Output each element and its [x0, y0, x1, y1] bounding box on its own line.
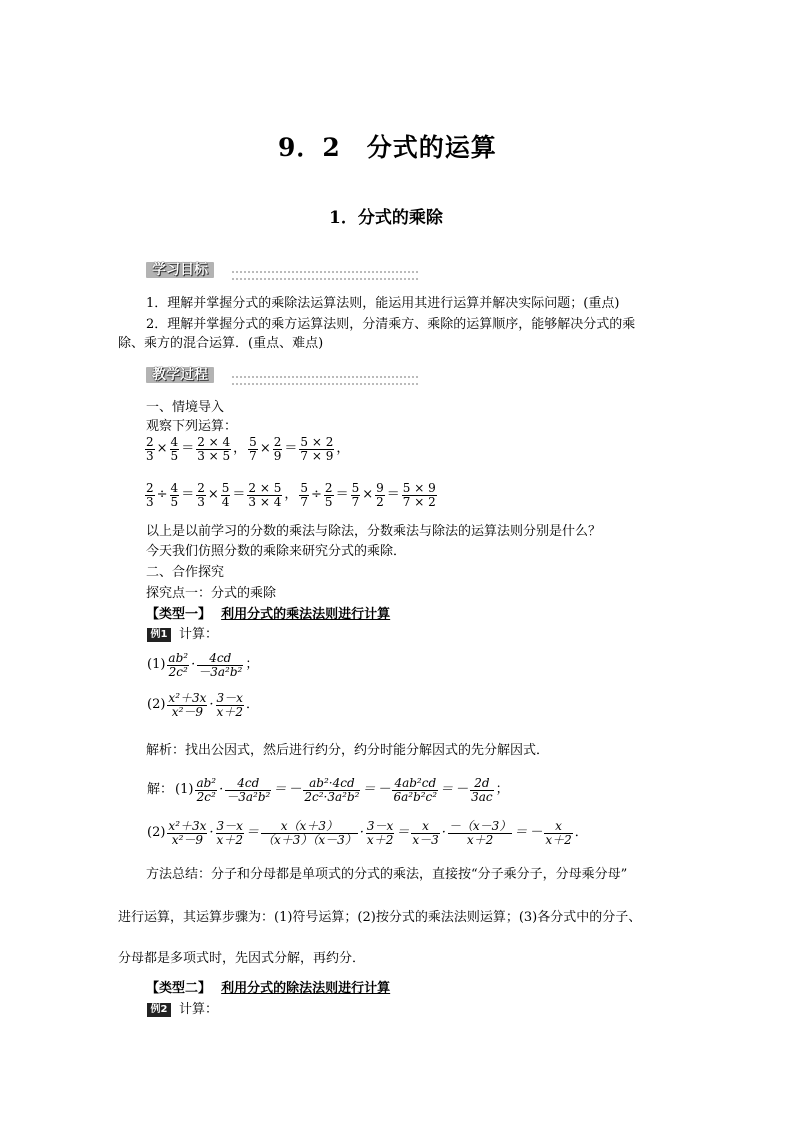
- fraction: $\frac{4}{5}$: [170, 480, 179, 509]
- fraction: $\frac{2 \times 5}{3 \times 4}$: [248, 480, 282, 509]
- fraction: $\frac{2}{9}$: [273, 434, 282, 463]
- explore-point: 探究点一：分式的乘除: [146, 586, 277, 601]
- fraction: $\frac{5}{7}$: [249, 434, 257, 463]
- fraction: $\frac{\text{x²＋3x}}{\text{x²－9}}$: [168, 818, 207, 847]
- example-badge-1: 例1: [147, 628, 171, 642]
- intro-today: 今天我们仿照分数的乘除来研究分式的乘除．: [146, 544, 407, 559]
- fraction: $\frac{3-x}{x+2}$: [216, 690, 243, 719]
- intro-question: 以上是以前学习的分数的乘法与除法，分数乘法与除法的运算法则分别是什么？: [146, 524, 602, 539]
- fraction: $\frac{5}{4}$: [221, 480, 230, 509]
- fraction: $\frac{5}{7}$: [351, 480, 360, 509]
- explore-heading: 二、合作探究: [146, 565, 225, 580]
- solution-part-1: 解： (1) $\frac{\text{ab²}}{\text{2c²}}$ · $\frac{4cd}{\text{－3a²b²}}$ ＝ － $\frac{\text{ab²·4cd}}{\text{2c²·3a²b²}}$ ＝ － $\frac{\text{4ab²cd}}{\text{6a²b²c²}}$ ＝ － $\frac{2d}{3ac}$ ；: [147, 775, 509, 804]
- example-2-calc: 计算：: [179, 1002, 219, 1017]
- type2-heading: [146, 981, 390, 997]
- fraction: $\frac{5}{7}$: [300, 480, 309, 509]
- fraction: $\frac{2}{5}$: [324, 480, 333, 509]
- fraction: $\frac{\text{4ab²cd}}{\text{6a²b²c²}}$: [393, 775, 438, 804]
- fraction-row-1: $\frac{2}{3}$ × $\frac{4}{5}$ ＝ $\frac{2 \times 4}{3 \times 5}$ ， $\frac{5}{7}$ × $\frac{2}{9}$ ＝ $\frac{5 \times 2}{7 \times 9}$ ，: [146, 434, 350, 463]
- section-header-process: [146, 367, 418, 383]
- fraction: $\frac{2 \times 4}{3 \times 5}$: [197, 434, 231, 463]
- fraction: $\frac{9}{2}$: [376, 480, 384, 509]
- type-title: 利用分式的乘法法则进行计算: [221, 607, 391, 622]
- fraction: $\frac{x}{x-3}$: [412, 818, 439, 847]
- page-title: 9．2 分式的运算: [278, 133, 497, 162]
- fraction: $\frac{2d}{3ac}$: [471, 775, 493, 804]
- summary-line-2: 进行运算，其运算步骤为：(1)符号运算；(2)按分式的乘法法则运算；(3)各分式中的分子、: [118, 910, 642, 925]
- goal-line-1: 1．理解并掌握分式的乘除法运算法则，能运用其进行运算并解决实际问题；(重点): [146, 296, 620, 311]
- section-label: 教学过程: [146, 367, 214, 383]
- analysis-text: 解析：找出公因式，然后进行约分，约分时能分解因式的先分解因式．: [146, 743, 550, 758]
- example-badge-2: 例2: [147, 1003, 171, 1017]
- fraction: $\frac{4}{5}$: [170, 434, 179, 463]
- type-title: 利用分式的除法法则进行计算: [221, 981, 391, 996]
- fraction: $\frac{-(x-3)}{x+2}$: [448, 818, 512, 847]
- goal-line-2: 2．理解并掌握分式的乘方运算法则，分清乘方、乘除的运算顺序，能够解决分式的乘: [146, 317, 636, 332]
- section-divider: [232, 376, 418, 385]
- fraction: $\frac{2}{3}$: [197, 480, 205, 509]
- section-divider: [232, 271, 418, 280]
- fraction: $\frac{4cd}{\text{－3a²b²}}$: [226, 775, 271, 804]
- type-tag: 【类型一】: [146, 607, 212, 622]
- example-1-calc: 计算：: [179, 627, 219, 642]
- fraction: $\frac{\text{x²＋3x}}{\text{x²－9}}$: [168, 690, 207, 719]
- example-1-part-1: (1) $\frac{\text{ab²}}{\text{2c²}}$ · $\frac{4cd}{\text{－3a²b²}}$ ；: [147, 650, 259, 679]
- fraction: $\frac{4cd}{\text{－3a²b²}}$: [198, 650, 243, 679]
- fraction: $\frac{5 \times 2}{7 \times 9}$: [300, 434, 334, 463]
- goal-line-3: 除、乘方的混合运算．(重点、难点): [118, 336, 324, 351]
- fraction: $\frac{\text{ab²}}{\text{2c²}}$: [168, 650, 189, 679]
- section-label: 学习目标: [146, 262, 214, 278]
- example-1-part-2: (2) $\frac{\text{x²＋3x}}{\text{x²－9}}$ · $\frac{3-x}{x+2}$ ．: [147, 690, 259, 719]
- type1-heading: [146, 607, 390, 623]
- fraction: $\frac{x}{x+2}$: [545, 818, 572, 847]
- page-subtitle: 1．分式的乘除: [329, 208, 443, 228]
- fraction: $\frac{x(x+3)}{(x+3)(x-3)}$: [261, 818, 357, 847]
- intro-observe: 观察下列运算：: [146, 419, 238, 434]
- summary-line-3: 分母都是多项式时，先因式分解，再约分．: [118, 951, 366, 966]
- fraction-row-2: $\frac{2}{3}$ ÷ $\frac{4}{5}$ ＝ $\frac{2}{3}$ × $\frac{5}{4}$ ＝ $\frac{2 \times 5}{3 \times 4}$ ， $\frac{5}{7}$ ÷ $\frac{2}{5}$ ＝ $\frac{5}{7}$ × $\frac{9}{2}$ ＝ $\frac{5 \times 9}{7 \times 2}$: [146, 480, 436, 509]
- type-tag: 【类型二】: [146, 981, 212, 996]
- intro-heading: 一、情境导入: [146, 400, 225, 415]
- fraction: $\frac{2}{3}$: [146, 480, 154, 509]
- fraction: $\frac{3-x}{x+2}$: [216, 818, 243, 847]
- fraction: $\frac{\text{ab²}}{\text{2c²}}$: [196, 775, 217, 804]
- section-header-goals: [146, 262, 418, 278]
- fraction: $\frac{3-x}{x+2}$: [366, 818, 394, 847]
- fraction: $\frac{\text{ab²·4cd}}{\text{2c²·3a²b²}}$: [304, 775, 360, 804]
- summary-line-1: 方法总结：分子和分母都是单项式的分式的乘法，直接按“分子乘分子，分母乘分母”: [146, 867, 628, 882]
- fraction: $\frac{5 \times 9}{7 \times 2}$: [402, 480, 436, 509]
- fraction: $\frac{2}{3}$: [146, 434, 154, 463]
- solution-part-2: (2) $\frac{\text{x²＋3x}}{\text{x²－9}}$ · $\frac{3-x}{x+2}$ ＝ $\frac{x(x+3)}{(x+3)(x-3)}$ · $\frac{3-x}{x+2}$ ＝ $\frac{x}{x-3}$ · $\frac{-(x-3)}{x+2}$ ＝ － $\frac{x}{x+2}$ ．: [147, 818, 588, 847]
